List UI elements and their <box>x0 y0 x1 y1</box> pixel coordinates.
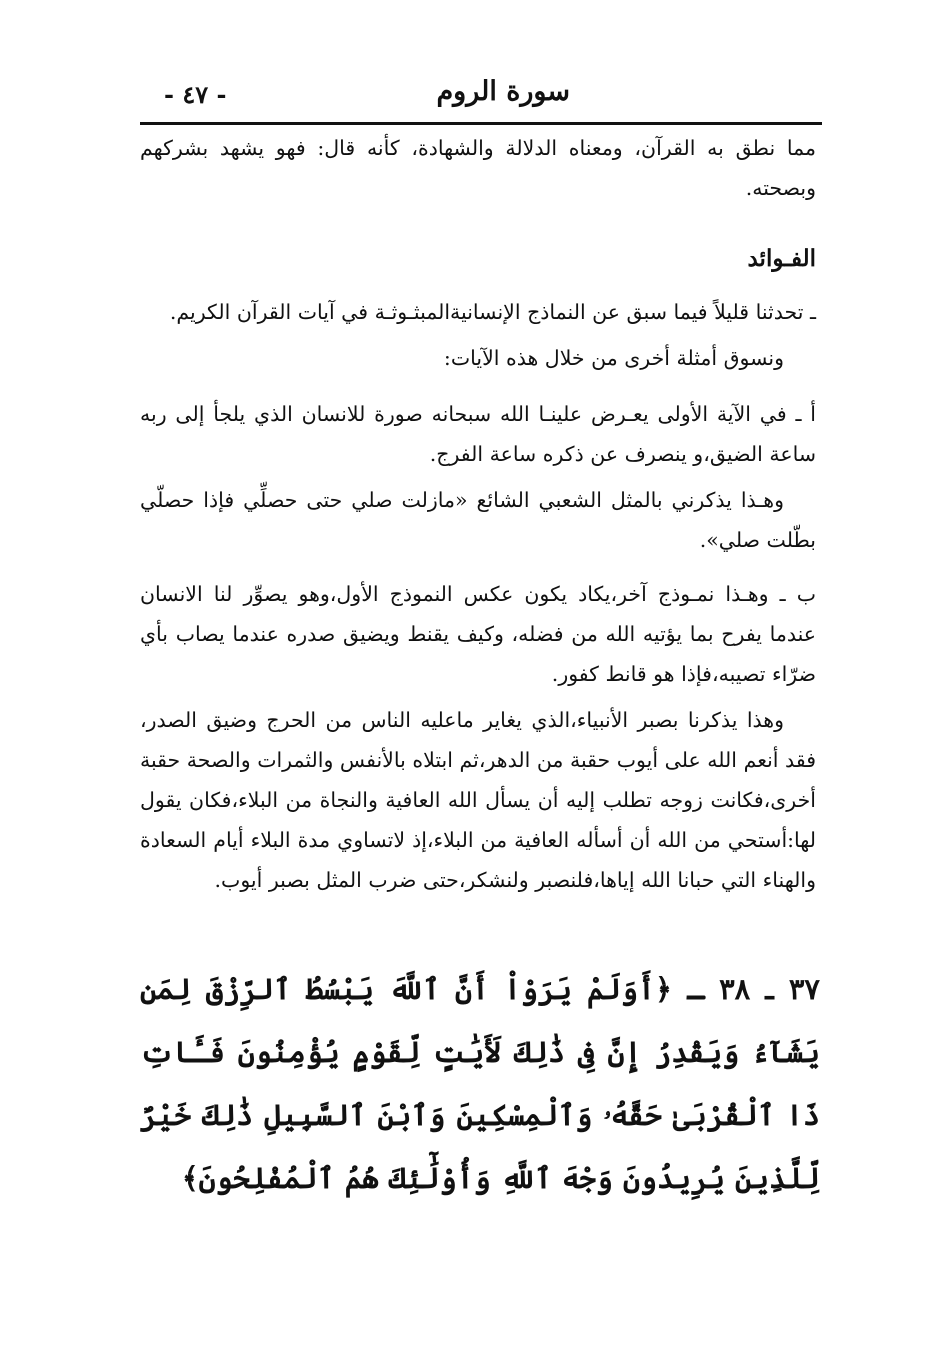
quran-verse-block <box>140 958 820 1210</box>
page-body <box>140 128 816 900</box>
surah-title: سورة الروم <box>436 76 570 107</box>
paragraph-2: ونسوق أمثلة أخرى من خلال هذه الآيات: <box>443 346 784 370</box>
paragraph-4: وهـذا يذكرني بالمثل الشعبي الشائع «مازلت صلي حتى حصلِّي فإذا حصلّي بطّلت صلي». <box>140 488 816 552</box>
paragraph-1: ـ تحدثنا قليلاً فيما سبق عن النماذج الإنسانيةالمبثـوثـة في آيات القرآن الكريم. <box>169 300 816 324</box>
verse-text: ﴿أَوَلَمْ يَرَوْاْ أَنَّ ٱللَّهَ يَبْسُطُ ٱلرِّزْقَ لِمَن يَشَآءُ وَيَقْدِرُ إِنَّ فِى ذَٰلِكَ لَأَيَٰتٍ لِّقَوْمٍ يُؤْمِنُونَ فَـَٔاتِ ذَا ٱلْقُرْبَىٰ حَقَّهُۥ وَٱلْمِسْكِينَ وَٱبْنَ ٱلسَّبِيلِ ذَٰلِكَ خَيْرٌ لِّلَّذِينَ يُرِيدُونَ وَجْهَ ٱللَّهِ وَأُوْلَٰٓئِكَ هُمُ ٱلْمُفْلِحُونَ﴾ <box>140 972 820 1195</box>
page-header <box>140 72 820 120</box>
paragraph-5: ب ـ وهـذا نمـوذج آخر،يكاد يكون عكس النموذج الأول،وهو يصوِّر لنا الانسان عندما يفرح بما يؤتيه الله من فضله، وكيف يقنط ويضيق صدره عندما يصاب بأي ضرّاء تصيبه،فإذا هو قانط كفور. <box>140 582 816 686</box>
verse-paragraph <box>140 958 820 1210</box>
paragraph-3: أ ـ في الآية الأولى يعـرض علينـا الله سبحانه صورة للانسان الذي يلجأ إلى ربه ساعة الضيق،و ينصرف عن ذكره ساعة الفرج. <box>140 402 816 466</box>
intro-paragraph: مما نطق به القرآن، ومعناه الدلالة والشهادة، كأنه قال: فهو يشهد بشركهم وبصحته. <box>140 136 816 200</box>
page-number: - ٤٧ - <box>164 80 227 109</box>
verse-number: ٣٧ ـ ٣٨ ـ <box>687 972 820 1006</box>
header-rule <box>140 122 822 125</box>
paragraph-6: وهذا يذكرنا بصبر الأنبياء،الذي يغاير ماعليه الناس من الحرج وضيق الصدر، فقد أنعم الله على أيوب حقبة من الدهر،ثم ابتلاه بالأنفس والثمرات والصحة حقبة أخرى،فكانت زوجه تطلب إليه أن يسأل الله العافية والنجاة من البلاء،فكان يقول لها:أستحي من الله أن أسأله العافية من البلاء،إذ لاتساوي مدة البلاء أيام السعادة والهناء التي حبانا الله إياها،فلنصبر ولنشكر،حتى ضرب المثل بصبر أيوب. <box>140 708 816 892</box>
section-title: الفـوائد <box>747 245 816 272</box>
